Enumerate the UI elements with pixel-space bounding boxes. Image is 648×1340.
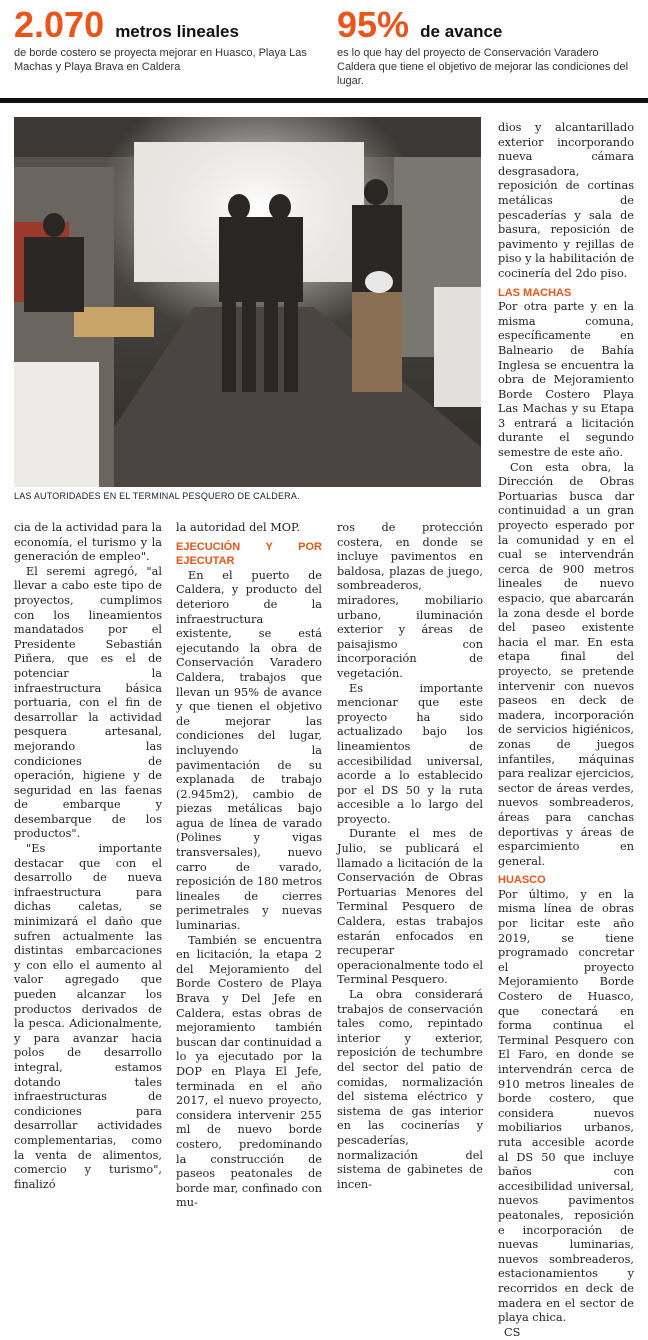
paragraph: Durante el mes de Julio, se publicará el llamado a licitación de la Conservación de Obras Portuarias Menores del Terminal Pesquero de Caldera, estas trabajos estarán enfocados en recuperar operacionalmente todo el Terminal Pesquero. bbox=[337, 827, 483, 987]
column-3 bbox=[337, 521, 483, 1192]
end-mark: CS bbox=[504, 1325, 521, 1339]
stat-value: 2.070 bbox=[14, 4, 105, 45]
paragraph: Con esta obra, la Dirección de Obras Portuarias busca dar continuidad a un gran proyecto esperado por la comunidad y en el cual se intervendrán cerca de 900 metros lineales de nuevo espacio, que abarcarán la zona desde el borde del paseo existente hacia el mar. En esta etapa final del proyecto, se pretende intervenir con nuevos paseos en deck de madera, incorporación de servicios higiénicos, zonas de juegos infantiles, máquinas para realizar ejercicios, sector de áreas verdes, nuevos sombreaderos, áreas para canchas deportivas y áreas de esparcimiento en general. bbox=[498, 460, 634, 868]
fish-market-photo-illustration bbox=[14, 117, 481, 487]
paragraph: El seremi agregó, "al llevar a cabo este tipo de proyectos, cumplimos con los lineamientos mandatados por el Presidente Sebastián Piñera, que es el de potenciar la infraestructura básica portuaria, con el fin de desarrollar la actividad pesquera artesanal, mejorando las condiciones de operación, higiene y de seguridad en las faenas de embarque y desembarque de los productos". bbox=[14, 564, 162, 841]
stat-unit: metros lineales bbox=[115, 22, 239, 41]
paragraph: "Es importante destacar que con el desarrollo de nueva infraestructura para dichas caletas, se minimizará el daño que sufren actualmente las distintas embarcaciones y con ello el aumento al valor agregado que pueden alcanzar los productos derivados de la pesca. Adicionalmente, y para avanzar hacia polos de desarrollo integral, estamos dotando tales infraestructuras de condiciones para desarrollar actividades complementarias, como la venta de alimentos, comercio y turismo", finalizó bbox=[14, 842, 162, 1191]
paragraph: ros de protección costera, en donde se incluye pavimentos en baldosa, plazas de juego, sombreaderos, miradores, mobiliario urbano, iluminación exterior y áreas de paisajismo con incorporación de vegetación. bbox=[337, 521, 483, 680]
column-4 bbox=[498, 121, 634, 1340]
section-heading: HUASCO bbox=[498, 874, 546, 887]
photo-caption: LAS AUTORIDADES EN EL TERMINAL PESQUERO DE CALDERA. bbox=[14, 491, 300, 501]
paragraph: Por otra parte y en la misma comuna, específicamente en Balneario de Bahía Inglesa se encuentra la obra de Mejoramiento Borde Costero Playa Las Machas y su Etapa 3 entrará a licitación durante el segundo semestre de este año. bbox=[498, 300, 634, 460]
article-photo bbox=[14, 117, 481, 487]
paragraph: Es importante mencionar que este proyecto ha sido actualizado bajo los lineamientos de accesibilidad universal, acorde a lo establecido por el DS 50 y la ruta accesible a lo largo del proyecto. bbox=[337, 681, 483, 826]
paragraph: dios y alcantarillado exterior incorporando nueva cámara desgrasadora, reposición de cortinas metálicas de pescaderías y sala de basura, reposición de pavimento y rejillas de piso y la habilitación de cocinería del 2do piso. bbox=[498, 121, 634, 280]
stat-block-meters bbox=[14, 6, 314, 74]
column-2 bbox=[176, 521, 322, 1211]
paragraph: cia de la actividad para la economía, el turismo y la generación de empleo". bbox=[14, 521, 162, 564]
section-heading: LAS MACHAS bbox=[498, 286, 572, 299]
stat-unit: de avance bbox=[420, 22, 503, 41]
section-heading: EJECUCIÓN Y POR EJECUTAR bbox=[176, 540, 322, 568]
paragraph: la autoridad del MOP. bbox=[176, 521, 300, 534]
stat-block-progress bbox=[337, 6, 637, 88]
stat-description: de borde costero se proyecta mejorar en Huasco, Playa Las Machas y Playa Brava en Caldera bbox=[14, 47, 307, 73]
paragraph: También se encuentra en licitación, la etapa 2 del Mejoramiento del Borde Costero de Playa Brava y Del Jefe en Caldera, estas obras de mejoramiento también buscan dar continuidad a lo ya ejecutado por la DOP en Playa El Jefe, terminada en el año 2017, el nuevo proyecto, considera intervenir 255 ml de nuevo borde costero, predominando la construcción de paseos peatonales de borde mar, confinado con mu- bbox=[176, 933, 322, 1210]
paragraph: Por último, y en la misma línea de obras por licitar este año 2019, se tiene programado concretar el proyecto Mejoramiento Borde Costero de Huasco, que conectará en forma continua el Terminal Pesquero con El Faro, en donde se intervendrán cerca de 910 metros lineales de borde costero, que considera nuevos mobiliarios urbanos, ruta accesible acorde al DS 50 que incluye baños con accesibilidad universal, nuevos pavimentos peatonales, reposición e incorporación de nuevas luminarias, nuevos sombreaderos, estacionamientos y recorridos en deck de madera en el sector de playa chica. bbox=[498, 887, 634, 1325]
paragraph: La obra considerará trabajos de conservación tales como, repintado interior y exterior, reposición de techumbre del sector del patio de comidas, normalización del sistema eléctrico y sistema de gas interior en las cocinerías y pescaderías, normalización del sistema de gabinetes de incen- bbox=[337, 988, 483, 1191]
header-divider bbox=[0, 98, 648, 103]
paragraph: En el puerto de Caldera, y producto del deterioro de la infraestructura existente, se está ejecutando la obra de Conservación Varadero Caldera, trabajos que llevan un 95% de avance y que tienen el objetivo de mejorar las condiciones del lugar, incluyendo la pavimentación de su explanada de trabajo (2.945m2), cambio de piezas metálicas bajo agua de línea de varado (Polines y vigas transversales), nuevo carro de varado, reposición de 180 metros lineales de cierres perimetrales y nuevas luminarias. bbox=[176, 568, 322, 933]
stat-value: 95% bbox=[337, 4, 410, 45]
stat-description: es lo que hay del proyecto de Conservación Varadero Caldera que tiene el objetivo de mejorar las condiciones del lugar. bbox=[337, 47, 629, 87]
column-1 bbox=[14, 521, 162, 1192]
